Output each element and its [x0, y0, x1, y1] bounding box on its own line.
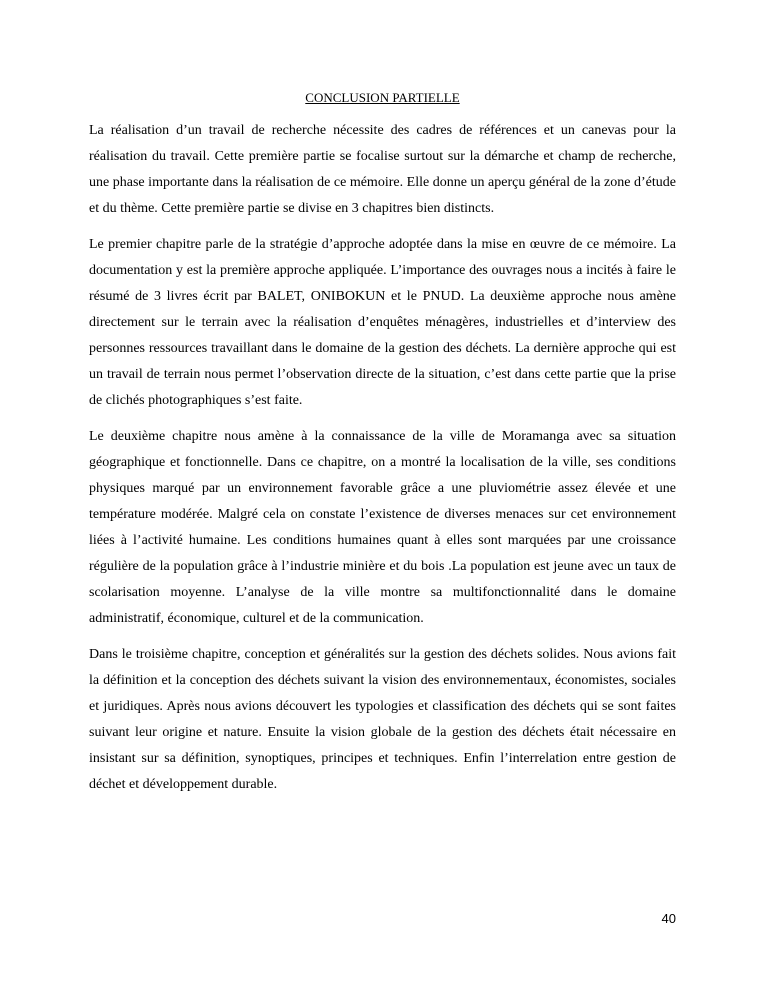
paragraph-2: Le premier chapitre parle de la stratégie d’approche adoptée dans la mise en œuvre de ce mémoire. La documentation y est la première approche appliquée. L’importance des ouvrages nous a incités à faire le résumé de 3 livres écrit par BALET, ONIBOKUN et le PNUD. La deuxième approche nous amène directement sur le terrain avec la réalisation d’enquêtes ménagères, industrielles et d’interview des personnes ressources travaillant dans le domaine de la gestion des déchets. La dernière approche qui est un travail de terrain nous permet l’observation directe de la situation, c’est dans cette partie que la prise de clichés photographiques s’est faite.: [89, 237, 676, 408]
paragraph-4: Dans le troisième chapitre, conception et généralités sur la gestion des déchets solides. Nous avions fait la définition et la conception des déchets suivant la vision des environnementaux, économistes, sociales et juridiques. Après nous avions découvert les typologies et classification des déchets qui se sont faites suivant leur origine et nature. Ensuite la vision globale de la gestion des déchets était nécessaire en insistant sur sa définition, synoptiques, principes et techniques. Enfin l’interrelation entre gestion de déchet et développement durable.: [89, 647, 676, 792]
paragraph-1: La réalisation d’un travail de recherche nécessite des cadres de références et un canevas pour la réalisation du travail. Cette première partie se focalise surtout sur la démarche et champ de recherche, une phase importante dans la réalisation de ce mémoire. Elle donne un aperçu général de la zone d’étude et du thème. Cette première partie se divise en 3 chapitres bien distincts.: [89, 123, 676, 216]
page-number: 40: [661, 911, 676, 926]
body-text: [89, 118, 676, 808]
paragraph-3: Le deuxième chapitre nous amène à la connaissance de la ville de Moramanga avec sa situation géographique et fonctionnelle. Dans ce chapitre, on a montré la localisation de la ville, ses conditions physiques marqué par un environnement favorable grâce a une pluviométrie assez élevée et une température modérée. Malgré cela on constate l’existence de diverses menaces sur cet environnement liées à l’activité humaine. Les conditions humaines quant à elles sont marquées par une croissance régulière de la population grâce à l’industrie minière et du bois .La population est jeune avec un taux de scolarisation moyenne. L’analyse de la ville montre sa multifonctionnalité dans le domaine administratif, économique, culturel et de la communication.: [89, 429, 676, 626]
section-title: CONCLUSION PARTIELLE: [305, 90, 460, 105]
